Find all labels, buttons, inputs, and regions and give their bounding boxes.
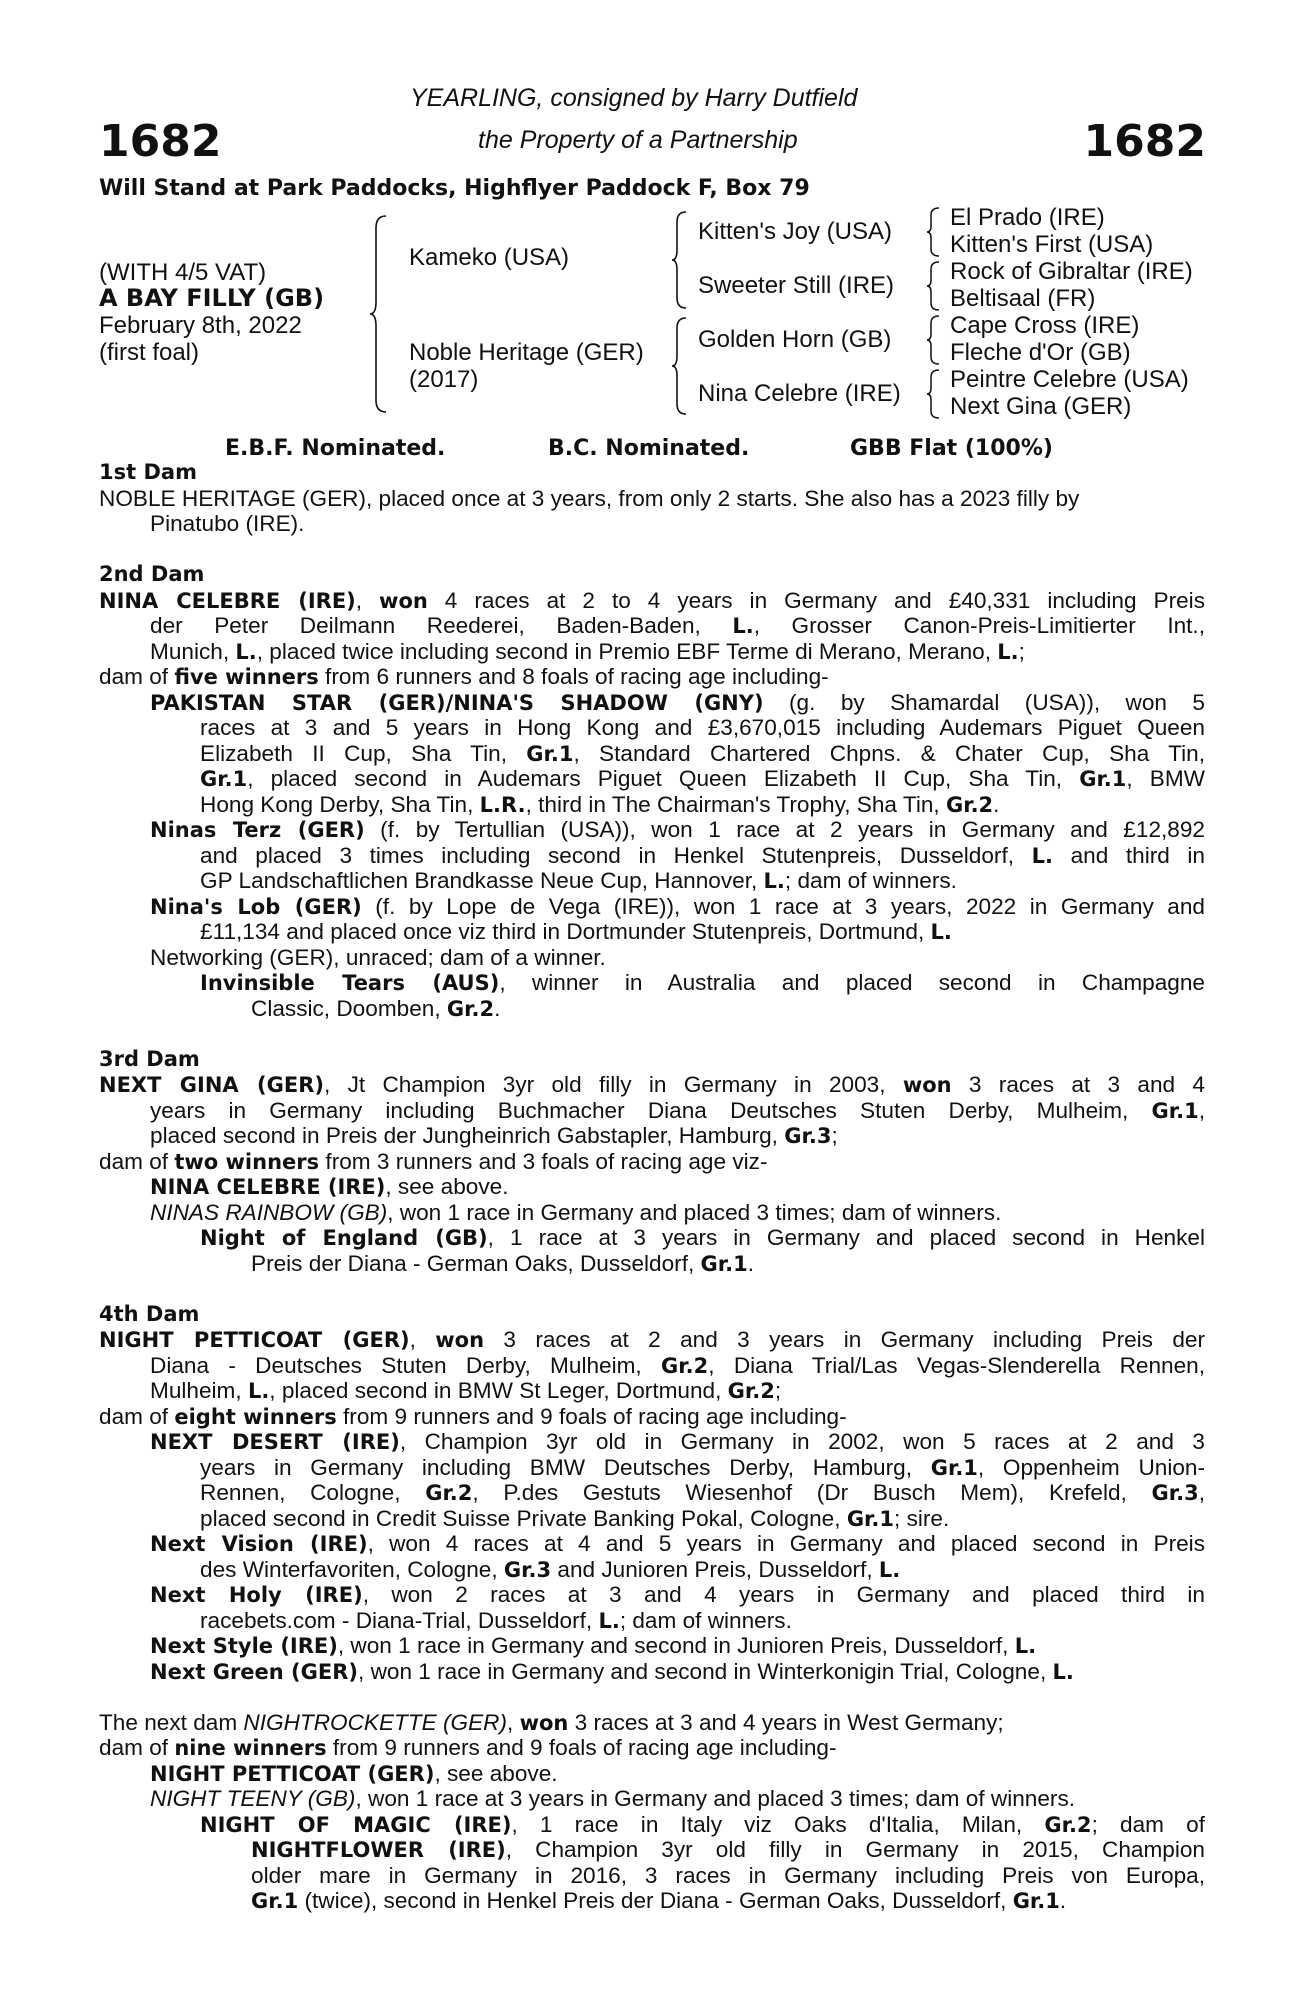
t: Mulheim, [150, 1378, 248, 1403]
dsd: Fleche d'Or (GB) [950, 339, 1131, 366]
progeny-line [150, 1786, 1205, 1812]
t: ; [831, 1123, 838, 1148]
horse-name: Nina's Lob (GER) [150, 894, 362, 919]
sss: El Prado (IRE) [950, 204, 1105, 231]
sire-dam: Sweeter Still (IRE) [698, 272, 895, 299]
t: Elizabeth II Cup, Sha Tin, [200, 740, 527, 766]
progeny-line [150, 1761, 1205, 1787]
stand-location: Will Stand at Park Paddocks, Highflyer Paddock F, Box 79 [99, 176, 810, 201]
winners-bold: nine winners [174, 1736, 327, 1760]
t: years in Germany including Buchmacher Diana Deutsches Stuten Derby, Mulheim, [150, 1097, 1152, 1123]
progeny-line [251, 1888, 1205, 1914]
t: . [1059, 1888, 1067, 1913]
next-dam-line [99, 1710, 1205, 1736]
lot-number-right: 1682 [1083, 116, 1206, 167]
winners-bold: two winners [174, 1149, 320, 1174]
grade: L. [732, 614, 754, 638]
t: from 3 runners and 3 foals of racing age viz- [319, 1148, 768, 1174]
progeny-line [150, 1429, 1205, 1455]
dam-name-bold: NINA CELEBRE (IRE) [99, 588, 356, 613]
second-dam-line [99, 664, 1205, 690]
t: 3 races at 2 and 3 years in Germany including Preis der [484, 1327, 1205, 1352]
progeny-line [200, 970, 1205, 996]
t: GP Landschaftlichen Brandkasse Neue Cup, Hannover, [200, 868, 764, 893]
dam-dam: Nina Celebre (IRE) [698, 380, 901, 407]
grade: L. [997, 639, 1019, 664]
horse-name-italic: NIGHT TEENY (GB) [150, 1786, 356, 1811]
t: and Junioren Preis, Dusseldorf, [551, 1556, 879, 1582]
grade: L. [763, 869, 785, 893]
t: Classic, Doomben, [251, 995, 447, 1021]
t: (g. by Shamardal (USA)), won 5 [763, 689, 1205, 715]
grade: L. [1052, 1659, 1074, 1684]
progeny-line [200, 766, 1205, 792]
t: (f. by Tertullian (USA)), won 1 race at 2 years in Germany and £12,892 [364, 817, 1205, 842]
fourth-dam-line [99, 1404, 1205, 1430]
grade: Gr.1 [1012, 1889, 1060, 1913]
t: Diana - Deutsches Stuten Derby, Mulheim, [150, 1352, 662, 1378]
won-bold: won [379, 588, 428, 613]
progeny-line [150, 1200, 1205, 1226]
t: , Grosser Canon-Preis-Limitierter Int., [753, 613, 1205, 638]
progeny-line [200, 868, 1205, 894]
t: The next dam [99, 1709, 244, 1735]
t: Preis der Diana - German Oaks, Dusseldorf, [251, 1250, 701, 1276]
horse-name: Night of England (GB) [200, 1226, 488, 1250]
t: racebets.com - Diana-Trial, Dusseldorf, [200, 1607, 599, 1633]
grade: Gr.3 [1151, 1481, 1199, 1505]
t: ; [1018, 638, 1025, 664]
progeny-line [200, 1480, 1205, 1506]
t: , see above. [434, 1760, 558, 1786]
grade: L.R. [479, 792, 526, 817]
third-dam-line [150, 1098, 1205, 1124]
progeny-line [150, 1582, 1205, 1608]
brace-sd [925, 260, 941, 312]
progeny-line [200, 741, 1205, 767]
second-dam-line [150, 613, 1205, 639]
progeny-line [150, 1531, 1205, 1557]
brace-ds [925, 314, 941, 366]
t: . [993, 791, 1000, 817]
horse-name: Next Vision (IRE) [150, 1532, 368, 1556]
fourth-dam-line [99, 1327, 1205, 1353]
t: des Winterfavoriten, Cologne, [200, 1556, 504, 1582]
t: , see above. [385, 1174, 509, 1199]
progeny-line [251, 1251, 1205, 1277]
horse-name: NEXT DESERT (IRE) [150, 1430, 400, 1454]
t: dam of [99, 664, 175, 689]
t: , Champion 3yr old in Germany in 2002, won 5 races at 2 and 3 [399, 1429, 1205, 1454]
grade: Gr.1 [846, 1506, 895, 1531]
brace-ss [925, 206, 941, 258]
sds: Rock of Gibraltar (IRE) [950, 258, 1193, 285]
dam-year: (2017) [409, 366, 479, 393]
t: , Oppenheim Union- [977, 1454, 1205, 1480]
horse-name: Next Holy (IRE) [150, 1583, 363, 1607]
t: dam of [99, 1148, 175, 1174]
t: , won 1 race in Germany and placed 3 times; dam of winners. [387, 1199, 1002, 1225]
first-dam-heading: 1st Dam [99, 460, 197, 484]
grade: L. [1031, 843, 1053, 868]
horse-name: Invinsible Tears (AUS) [200, 971, 500, 995]
progeny-line [200, 1455, 1205, 1481]
t: , BMW [1126, 766, 1205, 791]
t: Hong Kong Derby, Sha Tin, [200, 791, 480, 817]
grade: Gr.2 [945, 792, 994, 817]
grade: Gr.1 [1151, 1098, 1199, 1123]
t: , placed second in Audemars Piguet Queen Elizabeth II Cup, Sha Tin, [247, 766, 1080, 791]
t: , winner in Australia and placed second in Champagne [499, 970, 1205, 995]
t: (f. by Lope de Vega (IRE)), won 1 race at 3 years, 2022 in Germany and [361, 893, 1205, 919]
property-line: the Property of a Partnership [478, 126, 798, 154]
grade: L. [878, 1557, 901, 1582]
t: , placed twice including second in Premio EBF Terme di Merano, Merano, [256, 638, 998, 664]
t: , 1 race at 3 years in Germany and placed second in Henkel [487, 1225, 1205, 1250]
t: (twice), second in Henkel Preis der Diana - German Oaks, Dusseldorf, [298, 1888, 1013, 1913]
horse-name: PAKISTAN STAR (GER)/NINA'S SHADOW (GNY) [150, 690, 764, 715]
t: , P.des Gestuts Wiesenhof (Dr Busch Mem), Krefeld, [472, 1480, 1152, 1505]
progeny-line [150, 1633, 1205, 1659]
fourth-dam-line [150, 1378, 1205, 1404]
t: ; dam of winners. [784, 868, 957, 893]
sire-name: Kameko (USA) [409, 244, 570, 271]
progeny-line [200, 1557, 1205, 1583]
t: dam of [99, 1403, 175, 1429]
progeny-line [200, 1812, 1205, 1838]
progeny-line [251, 996, 1205, 1022]
t: , won 2 races at 3 and 4 years in Germany and placed third in [362, 1582, 1205, 1607]
horse-name: NINA CELEBRE (IRE) [150, 1175, 386, 1199]
horse-name: NIGHT OF MAGIC (IRE) [200, 1812, 512, 1837]
winners-bold: eight winners [174, 1404, 337, 1429]
horse-name-italic: NINAS RAINBOW (GB) [150, 1199, 388, 1225]
t: , Champion 3yr old filly in Germany in 2015, Champion [505, 1837, 1205, 1862]
vat-note: (WITH 4/5 VAT) [99, 259, 267, 286]
grade: Gr.1 [1079, 767, 1127, 791]
t: , [355, 587, 380, 613]
brace-dd [925, 368, 941, 420]
grade: L. [1014, 1634, 1037, 1658]
t: , won 4 races at 4 and 5 years in Germany and placed second in Preis [367, 1531, 1205, 1556]
horse-name: Next Green (GER) [150, 1659, 359, 1684]
progeny-line [200, 919, 1205, 945]
t: placed second in Preis der Jungheinrich Gabstapler, Hamburg, [150, 1123, 785, 1148]
grade: Gr.1 [526, 741, 574, 766]
progeny-line [251, 1837, 1205, 1863]
t: dam of [99, 1735, 175, 1760]
won-bold: won [519, 1710, 569, 1735]
grade: Gr.1 [700, 1251, 748, 1276]
dam-name: Noble Heritage (GER) [409, 339, 644, 366]
ssd: Kitten's First (USA) [950, 231, 1154, 258]
second-dam-line [150, 639, 1205, 665]
subject-dob: February 8th, 2022 [99, 312, 302, 339]
third-dam-line [150, 1123, 1205, 1149]
t: and placed 3 times including second in Henkel Stutenpreis, Dusseldorf, [200, 842, 1032, 868]
third-dam-line [99, 1072, 1205, 1098]
t: 4 races at 2 to 4 years in Germany and £40,331 including Preis [427, 587, 1205, 613]
first-dam-line: Pinatubo (IRE). [150, 511, 305, 536]
horse-name: Ninas Terz (GER) [150, 818, 365, 842]
grade: Gr.2 [1044, 1812, 1092, 1837]
horse-name: NIGHTFLOWER (IRE) [251, 1838, 506, 1862]
grade: Gr.1 [251, 1889, 299, 1913]
t: . [494, 995, 501, 1021]
progeny-line [150, 817, 1205, 843]
won-bold: won [902, 1073, 952, 1097]
subject-note: (first foal) [99, 339, 200, 366]
t: . [747, 1250, 755, 1276]
ddd: Next Gina (GER) [950, 393, 1132, 420]
progeny-line [150, 690, 1205, 716]
bc-nomination: B.C. Nominated. [548, 436, 750, 461]
progeny-line [200, 1608, 1205, 1634]
grade: L. [598, 1608, 620, 1633]
progeny-line [200, 843, 1205, 869]
t: , Diana Trial/Las Vegas-Slenderella Rennen, [708, 1352, 1205, 1378]
horse-name: NIGHT PETTICOAT (GER) [150, 1761, 435, 1786]
t: Rennen, Cologne, [200, 1480, 426, 1505]
dam-name-bold: NEXT GINA (GER) [99, 1073, 324, 1097]
grade: Gr.2 [425, 1481, 473, 1505]
grade: Gr.1 [200, 767, 248, 791]
t: ; dam of [1091, 1811, 1205, 1837]
grade: Gr.1 [930, 1455, 978, 1480]
fourth-dam-line [150, 1353, 1205, 1379]
progeny-line [150, 894, 1205, 920]
brace-subject [368, 214, 388, 414]
ebf-nomination: E.B.F. Nominated. [225, 436, 446, 461]
third-dam-line [99, 1149, 1205, 1175]
second-dam-line [99, 588, 1205, 614]
grade: L. [235, 639, 257, 664]
t: , Standard Chartered Chpns. & Chater Cup, Sha Tin, [573, 740, 1205, 766]
brace-dam [670, 316, 688, 416]
t: 3 races at 3 and 4 years in West Germany; [568, 1709, 1004, 1735]
dam-name-bold: NIGHT PETTICOAT (GER) [99, 1328, 410, 1352]
dss: Cape Cross (IRE) [950, 312, 1140, 339]
t: and third in [1052, 842, 1205, 868]
t: , won 1 race in Germany and second in Winterkonigin Trial, Cologne, [358, 1658, 1053, 1684]
gbb-nomination: GBB Flat (100%) [850, 436, 1053, 461]
t: years in Germany including BMW Deutsches Derby, Hamburg, [200, 1454, 931, 1480]
t: , [1198, 1097, 1205, 1123]
progeny-line [150, 1174, 1205, 1200]
t: , [1198, 1480, 1205, 1505]
first-dam-line: NOBLE HERITAGE (GER), placed once at 3 years, from only 2 starts. She also has a 2023 filly by [99, 485, 1080, 511]
grade: L. [930, 920, 952, 944]
t: ; sire. [894, 1505, 950, 1531]
progeny-line [150, 1659, 1205, 1685]
progeny-line [200, 1506, 1205, 1532]
t: Munich, [150, 638, 236, 664]
winners-bold: five winners [174, 665, 319, 689]
catalogue-body [99, 460, 1205, 1914]
grade: Gr.3 [784, 1124, 832, 1148]
won-bold: won [435, 1328, 485, 1352]
t: der Peter Deilmann Reederei, Baden-Baden, [150, 613, 733, 638]
t: £11,134 and placed once viz third in Dortmunder Stutenpreis, Dortmund, [200, 919, 931, 944]
grade: Gr.2 [727, 1379, 775, 1403]
t: from 9 runners and 9 foals of racing age including- [336, 1403, 847, 1429]
t: from 9 runners and 9 foals of racing age including- [326, 1735, 837, 1760]
sire-sire: Kitten's Joy (USA) [698, 218, 892, 245]
t: ; dam of winners. [619, 1607, 792, 1633]
grade: Gr.2 [661, 1353, 709, 1378]
t: , won 1 race at 3 years in Germany and placed 3 times; dam of winners. [355, 1786, 1076, 1811]
third-dam-heading: 3rd Dam [99, 1046, 200, 1071]
fourth-dam-heading: 4th Dam [99, 1301, 200, 1326]
progeny-line [200, 1225, 1205, 1251]
progeny-line: races at 3 and 5 years in Hong Kong and £3,670,015 including Audemars Piguet Queen [200, 715, 1205, 740]
t: , [507, 1709, 520, 1735]
progeny-line: Networking (GER), unraced; dam of a winner. [150, 944, 606, 970]
grade: Gr.2 [446, 996, 495, 1021]
t: , won 1 race in Germany and second in Junioren Preis, Dusseldorf, [337, 1633, 1015, 1658]
progeny-line [200, 792, 1205, 818]
grade: Gr.3 [503, 1557, 552, 1582]
horse-name-italic: NIGHTROCKETTE (GER) [243, 1709, 508, 1735]
t: 3 races at 3 and 4 [951, 1072, 1205, 1097]
sdd: Beltisaal (FR) [950, 285, 1096, 312]
horse-name: Next Style (IRE) [150, 1634, 338, 1658]
next-dam-line [99, 1735, 1205, 1761]
t: ; [774, 1378, 782, 1403]
dam-sire: Golden Horn (GB) [698, 326, 892, 353]
t: from 6 runners and 8 foals of racing age including- [318, 664, 829, 689]
t: , Jt Champion 3yr old filly in Germany in 2003, [323, 1072, 903, 1097]
t: , 1 race in Italy viz Oaks d'Italia, Milan, [511, 1811, 1045, 1837]
t: , third in The Chairman's Trophy, Sha Tin, [525, 791, 946, 817]
dds: Peintre Celebre (USA) [950, 366, 1189, 393]
second-dam-heading: 2nd Dam [99, 562, 205, 586]
t: placed second in Credit Suisse Private Banking Pokal, Cologne, [200, 1505, 847, 1531]
subject-name: A BAY FILLY (GB) [99, 284, 325, 312]
consignment-line: YEARLING, consigned by Harry Dutfield [410, 84, 858, 112]
lot-number-left: 1682 [99, 116, 222, 167]
t: , placed second in BMW St Leger, Dortmund, [269, 1378, 728, 1403]
progeny-line: older mare in Germany in 2016, 3 races in Germany including Preis von Europa, [251, 1862, 1205, 1888]
t: , [409, 1327, 436, 1352]
grade: L. [247, 1379, 270, 1403]
brace-sire [670, 210, 688, 310]
